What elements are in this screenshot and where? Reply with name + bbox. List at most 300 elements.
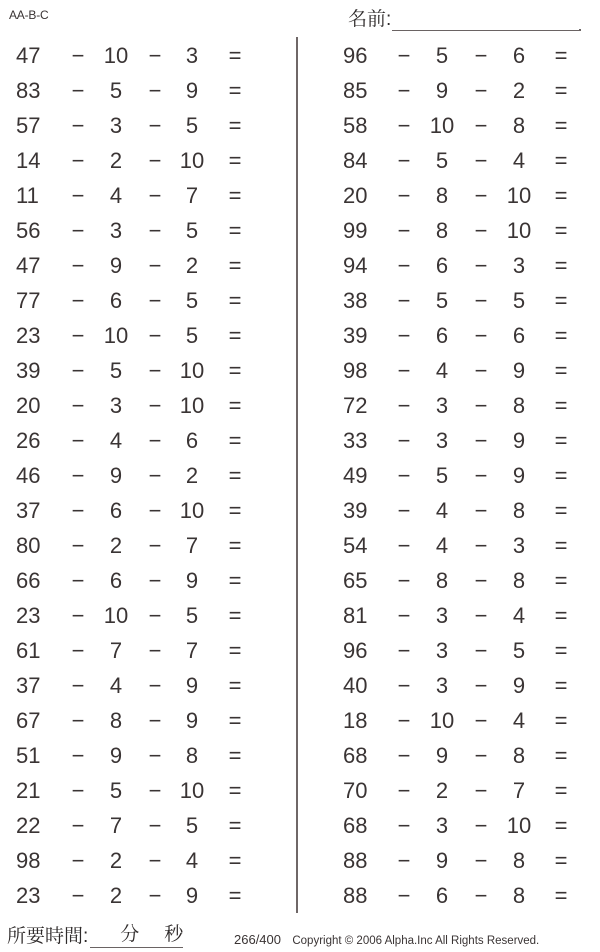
equals-sign: = — [228, 638, 242, 663]
minus-sign: − — [397, 778, 411, 803]
minus-sign: − — [148, 148, 162, 173]
equals-sign: = — [228, 288, 242, 313]
second-subtrahend: 10 — [179, 498, 205, 523]
first-subtrahend: 3 — [109, 218, 123, 243]
second-subtrahend: 6 — [185, 428, 199, 453]
equals-sign: = — [228, 568, 242, 593]
minuend: 66 — [16, 568, 41, 593]
minutes-unit: 分 — [120, 924, 140, 945]
equals-sign: = — [554, 148, 568, 173]
second-subtrahend: 8 — [512, 848, 526, 873]
minuend: 39 — [16, 358, 41, 383]
first-subtrahend: 4 — [109, 183, 123, 208]
problem-row — [0, 738, 290, 773]
first-subtrahend: 6 — [109, 498, 123, 523]
problem-row — [0, 143, 290, 178]
first-subtrahend: 9 — [435, 743, 449, 768]
first-subtrahend: 4 — [435, 533, 449, 558]
minuend: 98 — [343, 358, 368, 383]
minuend: 70 — [343, 778, 368, 803]
minuend: 54 — [343, 533, 368, 558]
problem-row — [320, 178, 600, 213]
minus-sign: − — [148, 743, 162, 768]
minus-sign: − — [148, 183, 162, 208]
problem-row — [0, 563, 290, 598]
minus-sign: − — [148, 568, 162, 593]
equals-sign: = — [228, 463, 242, 488]
first-subtrahend: 2 — [435, 778, 449, 803]
first-subtrahend: 4 — [435, 358, 449, 383]
minus-sign: − — [148, 708, 162, 733]
minuend: 47 — [16, 43, 41, 68]
minuend: 96 — [343, 43, 368, 68]
minuend: 22 — [16, 813, 41, 838]
problem-row — [320, 633, 600, 668]
minuend: 23 — [16, 603, 41, 628]
minus-sign: − — [148, 253, 162, 278]
equals-sign: = — [554, 463, 568, 488]
first-subtrahend: 8 — [435, 218, 449, 243]
minus-sign: − — [474, 323, 488, 348]
minuend: 18 — [343, 708, 368, 733]
problem-row — [320, 598, 600, 633]
minus-sign: − — [71, 393, 85, 418]
problem-row — [320, 843, 600, 878]
second-subtrahend: 3 — [185, 43, 199, 68]
time-taken-area — [7, 922, 183, 948]
minuend: 85 — [343, 78, 368, 103]
equals-sign: = — [554, 708, 568, 733]
equals-sign: = — [554, 813, 568, 838]
problem-row — [320, 493, 600, 528]
minuend: 26 — [16, 428, 41, 453]
minuend: 51 — [16, 743, 41, 768]
minuend: 20 — [16, 393, 41, 418]
minus-sign: − — [397, 183, 411, 208]
equals-sign: = — [554, 288, 568, 313]
first-subtrahend: 9 — [109, 743, 123, 768]
problem-row — [320, 738, 600, 773]
problem-row — [0, 318, 290, 353]
second-subtrahend: 10 — [179, 148, 205, 173]
minus-sign: − — [148, 813, 162, 838]
minuend: 14 — [16, 148, 41, 173]
equals-sign: = — [228, 218, 242, 243]
minus-sign: − — [71, 323, 85, 348]
minus-sign: − — [474, 113, 488, 138]
minus-sign: − — [397, 603, 411, 628]
equals-sign: = — [554, 393, 568, 418]
first-subtrahend: 3 — [435, 813, 449, 838]
first-subtrahend: 4 — [109, 673, 123, 698]
minus-sign: − — [397, 323, 411, 348]
minus-sign: − — [71, 568, 85, 593]
equals-sign: = — [554, 78, 568, 103]
second-subtrahend: 10 — [506, 813, 532, 838]
equals-sign: = — [228, 673, 242, 698]
second-subtrahend: 8 — [185, 743, 199, 768]
problem-row — [320, 248, 600, 283]
minuend: 38 — [343, 288, 368, 313]
minuend: 39 — [343, 323, 368, 348]
minus-sign: − — [474, 288, 488, 313]
second-subtrahend: 4 — [185, 848, 199, 873]
equals-sign: = — [554, 778, 568, 803]
second-subtrahend: 9 — [512, 358, 526, 383]
minus-sign: − — [397, 218, 411, 243]
problem-row — [320, 668, 600, 703]
right-problem-column — [320, 38, 600, 913]
equals-sign: = — [228, 253, 242, 278]
second-subtrahend: 5 — [185, 813, 199, 838]
minus-sign: − — [148, 323, 162, 348]
second-subtrahend: 5 — [185, 218, 199, 243]
copyright-notice: Copyright © 2006 Alpha.Inc All Rights Reserved. — [292, 935, 540, 947]
second-subtrahend: 9 — [185, 568, 199, 593]
second-subtrahend: 10 — [179, 358, 205, 383]
minus-sign: − — [71, 253, 85, 278]
second-subtrahend: 9 — [512, 673, 526, 698]
first-subtrahend: 2 — [109, 848, 123, 873]
minus-sign: − — [71, 848, 85, 873]
equals-sign: = — [228, 813, 242, 838]
minuend: 68 — [343, 813, 368, 838]
second-subtrahend: 9 — [185, 708, 199, 733]
minus-sign: − — [71, 288, 85, 313]
minus-sign: − — [397, 743, 411, 768]
first-subtrahend: 5 — [109, 78, 123, 103]
minus-sign: − — [148, 393, 162, 418]
equals-sign: = — [228, 848, 242, 873]
minuend: 61 — [16, 638, 41, 663]
second-subtrahend: 9 — [512, 428, 526, 453]
minus-sign: − — [148, 533, 162, 558]
first-subtrahend: 6 — [109, 568, 123, 593]
problem-row — [0, 808, 290, 843]
problem-row — [320, 388, 600, 423]
minus-sign: − — [148, 78, 162, 103]
second-subtrahend: 8 — [512, 883, 526, 908]
second-subtrahend: 8 — [512, 113, 526, 138]
first-subtrahend: 4 — [109, 428, 123, 453]
second-subtrahend: 8 — [512, 568, 526, 593]
problem-row — [320, 703, 600, 738]
problem-row — [0, 213, 290, 248]
equals-sign: = — [554, 218, 568, 243]
first-subtrahend: 6 — [435, 323, 449, 348]
equals-sign: = — [554, 183, 568, 208]
minus-sign: − — [148, 848, 162, 873]
problem-row — [320, 143, 600, 178]
minus-sign: − — [148, 778, 162, 803]
minuend: 11 — [16, 183, 39, 208]
equals-sign: = — [228, 323, 242, 348]
minus-sign: − — [71, 883, 85, 908]
minuend: 47 — [16, 253, 41, 278]
second-subtrahend: 8 — [512, 743, 526, 768]
minus-sign: − — [397, 638, 411, 663]
minus-sign: − — [397, 533, 411, 558]
minuend: 96 — [343, 638, 368, 663]
first-subtrahend: 2 — [109, 883, 123, 908]
equals-sign: = — [228, 883, 242, 908]
minus-sign: − — [397, 78, 411, 103]
equals-sign: = — [554, 673, 568, 698]
first-subtrahend: 10 — [103, 603, 129, 628]
minuend: 81 — [343, 603, 368, 628]
equals-sign: = — [554, 603, 568, 628]
second-subtrahend: 4 — [512, 603, 526, 628]
equals-sign: = — [228, 428, 242, 453]
minuend: 99 — [343, 218, 368, 243]
minus-sign: − — [474, 813, 488, 838]
first-subtrahend: 6 — [109, 288, 123, 313]
minus-sign: − — [474, 253, 488, 278]
minuend: 40 — [343, 673, 368, 698]
first-subtrahend: 2 — [109, 148, 123, 173]
minus-sign: − — [397, 288, 411, 313]
minus-sign: − — [148, 638, 162, 663]
minus-sign: − — [397, 883, 411, 908]
problem-row — [0, 73, 290, 108]
minus-sign: − — [474, 848, 488, 873]
problem-row — [320, 73, 600, 108]
problem-row — [320, 458, 600, 493]
minus-sign: − — [474, 743, 488, 768]
minus-sign: − — [474, 183, 488, 208]
minuend: 23 — [16, 883, 41, 908]
problem-row — [0, 773, 290, 808]
second-subtrahend: 2 — [185, 253, 199, 278]
problem-row — [320, 38, 600, 73]
minuend: 80 — [16, 533, 41, 558]
first-subtrahend: 8 — [435, 183, 449, 208]
problem-row — [320, 318, 600, 353]
minus-sign: − — [71, 148, 85, 173]
problem-row — [0, 843, 290, 878]
first-subtrahend: 3 — [109, 113, 123, 138]
first-subtrahend: 4 — [435, 498, 449, 523]
minus-sign: − — [148, 883, 162, 908]
problem-row — [0, 38, 290, 73]
minus-sign: − — [71, 673, 85, 698]
second-subtrahend: 7 — [185, 183, 199, 208]
problem-row — [0, 668, 290, 703]
minus-sign: − — [397, 113, 411, 138]
first-subtrahend: 5 — [109, 358, 123, 383]
second-subtrahend: 4 — [512, 148, 526, 173]
page-counter: 266/400 — [234, 932, 281, 947]
minus-sign: − — [148, 218, 162, 243]
problem-row — [320, 773, 600, 808]
minus-sign: − — [71, 498, 85, 523]
second-subtrahend: 9 — [512, 463, 526, 488]
minus-sign: − — [397, 393, 411, 418]
equals-sign: = — [554, 743, 568, 768]
minuend: 33 — [343, 428, 368, 453]
minus-sign: − — [397, 253, 411, 278]
minus-sign: − — [71, 218, 85, 243]
minus-sign: − — [71, 428, 85, 453]
equals-sign: = — [554, 533, 568, 558]
equals-sign: = — [228, 148, 242, 173]
minus-sign: − — [71, 813, 85, 838]
minus-sign: − — [397, 848, 411, 873]
minus-sign: − — [474, 498, 488, 523]
problem-row — [0, 633, 290, 668]
minus-sign: − — [474, 358, 488, 383]
minus-sign: − — [397, 673, 411, 698]
first-subtrahend: 3 — [435, 673, 449, 698]
problem-row — [320, 808, 600, 843]
minus-sign: − — [71, 778, 85, 803]
minuend: 21 — [16, 778, 41, 803]
second-subtrahend: 2 — [185, 463, 199, 488]
second-subtrahend: 10 — [506, 183, 532, 208]
first-subtrahend: 9 — [109, 463, 123, 488]
equals-sign: = — [554, 113, 568, 138]
minus-sign: − — [474, 603, 488, 628]
name-label: 名前: — [348, 9, 392, 30]
first-subtrahend: 9 — [435, 848, 449, 873]
problem-row — [320, 213, 600, 248]
minuend: 84 — [343, 148, 368, 173]
second-subtrahend: 10 — [179, 778, 205, 803]
minus-sign: − — [148, 603, 162, 628]
minus-sign: − — [474, 673, 488, 698]
second-subtrahend: 5 — [185, 323, 199, 348]
minus-sign: − — [71, 743, 85, 768]
equals-sign: = — [228, 43, 242, 68]
first-subtrahend: 3 — [435, 603, 449, 628]
second-subtrahend: 7 — [185, 533, 199, 558]
minus-sign: − — [71, 183, 85, 208]
second-subtrahend: 2 — [512, 78, 526, 103]
problem-row — [0, 878, 290, 913]
problem-row — [0, 178, 290, 213]
minus-sign: − — [397, 568, 411, 593]
minuend: 68 — [343, 743, 368, 768]
first-subtrahend: 5 — [435, 43, 449, 68]
minus-sign: − — [397, 148, 411, 173]
minus-sign: − — [397, 498, 411, 523]
equals-sign: = — [228, 533, 242, 558]
minus-sign: − — [397, 463, 411, 488]
equals-sign: = — [554, 848, 568, 873]
second-subtrahend: 9 — [185, 883, 199, 908]
minuend: 83 — [16, 78, 41, 103]
minus-sign: − — [397, 708, 411, 733]
minus-sign: − — [71, 463, 85, 488]
minus-sign: − — [71, 78, 85, 103]
minuend: 58 — [343, 113, 368, 138]
problem-row — [0, 283, 290, 318]
second-subtrahend: 8 — [512, 498, 526, 523]
first-subtrahend: 9 — [435, 78, 449, 103]
second-subtrahend: 3 — [512, 533, 526, 558]
second-subtrahend: 6 — [512, 323, 526, 348]
problem-row — [320, 283, 600, 318]
equals-sign: = — [228, 183, 242, 208]
name-field-area — [348, 7, 579, 31]
time-taken-label: 所要時間: — [7, 926, 89, 947]
name-input-line[interactable] — [392, 10, 579, 31]
minus-sign: − — [474, 218, 488, 243]
first-subtrahend: 3 — [109, 393, 123, 418]
minus-sign: − — [474, 533, 488, 558]
equals-sign: = — [554, 883, 568, 908]
minus-sign: − — [474, 708, 488, 733]
first-subtrahend: 6 — [435, 253, 449, 278]
second-subtrahend: 5 — [512, 638, 526, 663]
minus-sign: − — [71, 638, 85, 663]
equals-sign: = — [554, 428, 568, 453]
minus-sign: − — [148, 463, 162, 488]
equals-sign: = — [554, 498, 568, 523]
first-subtrahend: 9 — [109, 253, 123, 278]
second-subtrahend: 10 — [506, 218, 532, 243]
second-subtrahend: 5 — [512, 288, 526, 313]
equals-sign: = — [228, 393, 242, 418]
minus-sign: − — [474, 463, 488, 488]
minus-sign: − — [71, 358, 85, 383]
minuend: 98 — [16, 848, 41, 873]
problem-row — [320, 108, 600, 143]
equals-sign: = — [228, 113, 242, 138]
second-subtrahend: 6 — [512, 43, 526, 68]
minus-sign: − — [148, 673, 162, 698]
minus-sign: − — [474, 778, 488, 803]
problem-row — [320, 423, 600, 458]
first-subtrahend: 10 — [103, 323, 129, 348]
minus-sign: − — [474, 148, 488, 173]
equals-sign: = — [228, 778, 242, 803]
minus-sign: − — [474, 638, 488, 663]
minus-sign: − — [474, 883, 488, 908]
equals-sign: = — [228, 603, 242, 628]
second-subtrahend: 7 — [185, 638, 199, 663]
equals-sign: = — [228, 743, 242, 768]
minus-sign: − — [71, 708, 85, 733]
minuend: 46 — [16, 463, 41, 488]
first-subtrahend: 5 — [435, 148, 449, 173]
problem-row — [0, 598, 290, 633]
worksheet-code: AA-B-C — [9, 8, 49, 22]
first-subtrahend: 3 — [435, 393, 449, 418]
minus-sign: − — [474, 43, 488, 68]
minus-sign: − — [397, 813, 411, 838]
problem-row — [0, 353, 290, 388]
second-subtrahend: 10 — [179, 393, 205, 418]
minuend: 49 — [343, 463, 368, 488]
minus-sign: − — [474, 78, 488, 103]
minuend: 88 — [343, 848, 368, 873]
minus-sign: − — [148, 498, 162, 523]
second-subtrahend: 9 — [185, 78, 199, 103]
second-subtrahend: 7 — [512, 778, 526, 803]
equals-sign: = — [228, 708, 242, 733]
first-subtrahend: 7 — [109, 638, 123, 663]
minus-sign: − — [397, 428, 411, 453]
first-subtrahend: 5 — [109, 778, 123, 803]
minuend: 23 — [16, 323, 41, 348]
minus-sign: − — [71, 533, 85, 558]
minus-sign: − — [397, 43, 411, 68]
seconds-unit: 秒 — [164, 924, 184, 945]
minuend: 56 — [16, 218, 41, 243]
time-taken-field[interactable] — [90, 922, 183, 948]
minus-sign: − — [148, 288, 162, 313]
